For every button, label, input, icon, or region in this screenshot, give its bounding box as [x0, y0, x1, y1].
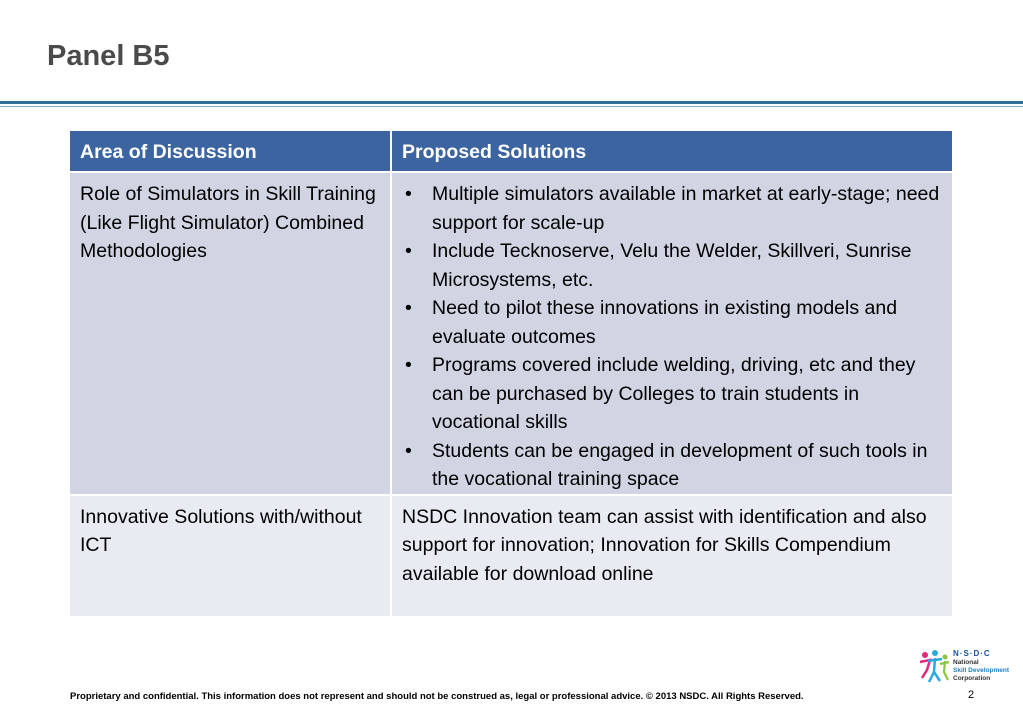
- list-item: • Multiple simulators available in market at early-stage; need support for scale-up: [402, 180, 942, 237]
- list-item: • Need to pilot these innovations in existing models and evaluate outcomes: [402, 294, 942, 351]
- nsdc-figures-icon: [918, 648, 950, 688]
- list-item: • Students can be engaged in development of such tools in the vocational training space: [402, 437, 942, 494]
- table-header-row: [69, 130, 953, 172]
- header-rule: [0, 101, 1023, 104]
- page-number: 2: [968, 689, 975, 701]
- logo-abbrev: N·S·D·C: [953, 649, 991, 658]
- list-item: • Include Tecknoserve, Velu the Welder, Skillveri, Sunrise Microsystems, etc.: [402, 237, 942, 294]
- column-header-solutions: Proposed Solutions: [391, 130, 953, 172]
- table-row: [69, 495, 953, 617]
- header-rule-thin: [0, 106, 1023, 107]
- logo-line-3: Corporation: [953, 675, 991, 682]
- area-cell: Role of Simulators in Skill Training (Like Flight Simulator) Combined Methodologies: [69, 172, 391, 495]
- solutions-list: [402, 180, 942, 494]
- page-title: Panel B5: [47, 40, 170, 72]
- solutions-cell: [391, 172, 953, 495]
- logo-line-2: Skill Development: [953, 667, 1009, 674]
- nsdc-logo: [918, 648, 1018, 688]
- table-row: [69, 172, 953, 495]
- list-item: • Programs covered include welding, driving, etc and they can be purchased by Colleges to train students in vocational skills: [402, 351, 942, 437]
- area-cell: Innovative Solutions with/without ICT: [69, 495, 391, 617]
- column-header-area: Area of Discussion: [69, 130, 391, 172]
- solutions-cell: NSDC Innovation team can assist with identification and also support for innovation; Innovation for Skills Compendium available for download online: [391, 495, 953, 617]
- discussion-table: [68, 129, 954, 618]
- logo-line-1: National: [953, 659, 979, 666]
- footer-disclaimer: Proprietary and confidential. This information does not represent and should not be construed as, legal or professional advice. © 2013 NSDC. All Rights Reserved.: [70, 691, 804, 702]
